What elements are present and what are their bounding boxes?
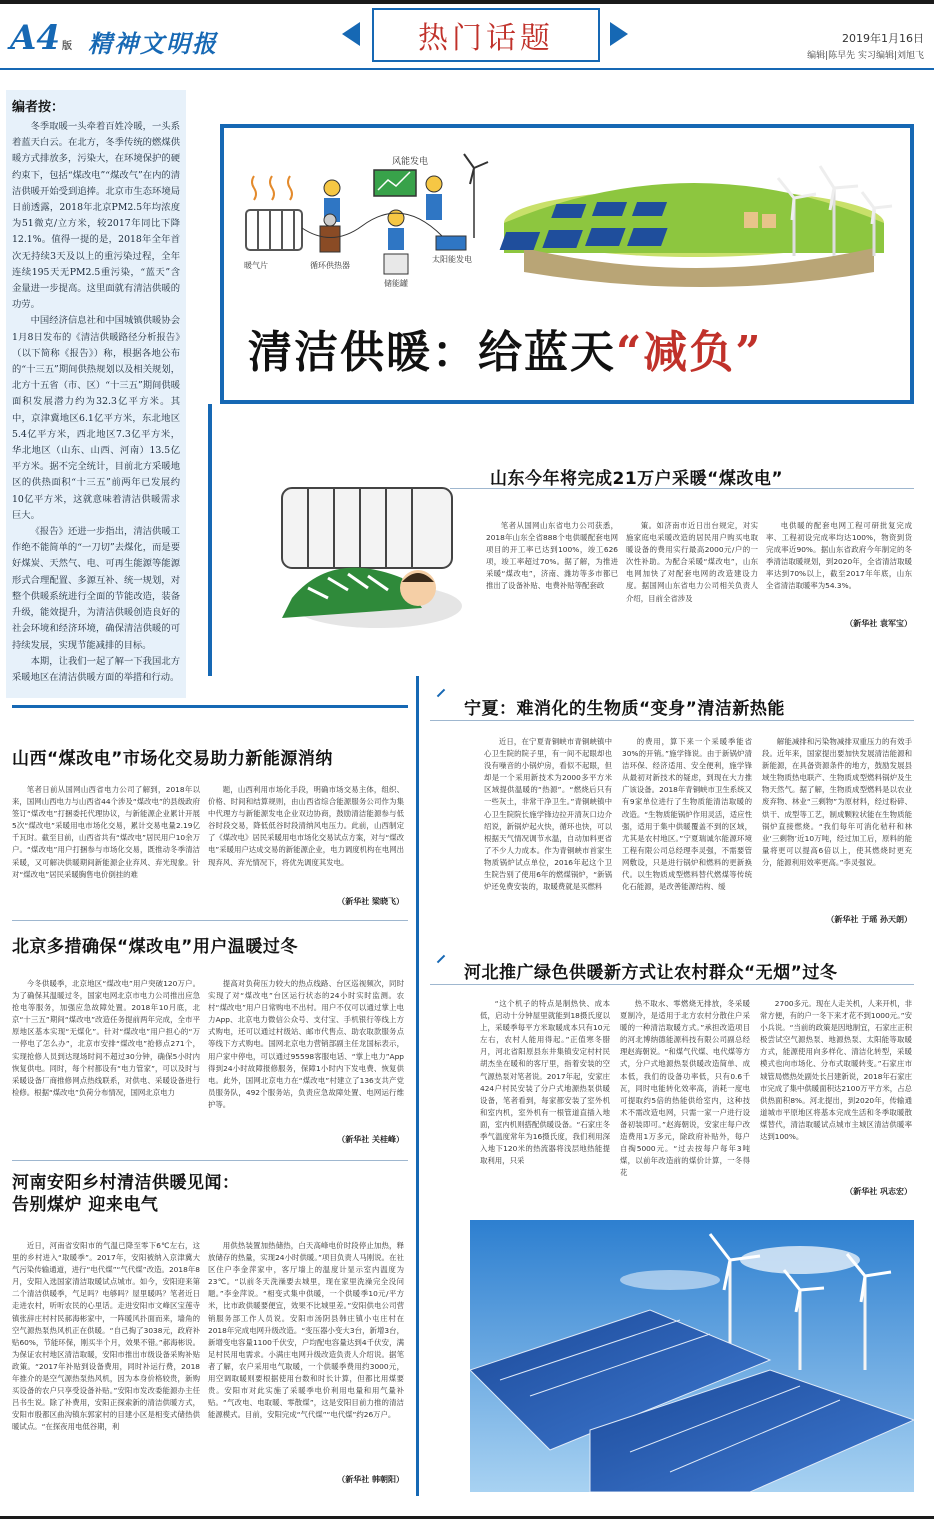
issue-date: 2019年1月16日 <box>842 32 924 45</box>
section-divider <box>12 705 408 708</box>
article-byline: （新华社 于瑶 孙天朗） <box>826 915 912 924</box>
editor-credits: 编辑|陈早先 实习编辑|刘旭飞 <box>807 51 924 61</box>
sleeping-person-icon <box>282 568 462 628</box>
article-byline: （新华社 关桂峰） <box>337 1135 404 1144</box>
headline-line: 告别煤炉 迎来电气 <box>12 1195 159 1215</box>
wind-turbine-icon <box>778 166 892 256</box>
article-body-column: 热不取水、零燃烧无排放，冬采暖夏制冷，是适用于北方农村分散住户采暖的一种清洁取暖方式。”承担改造项目的河北博纳德能源科技有限公司副总经理赵海朝说。“和煤气代煤、电代煤等方式，分户式地源热泵供暖改造简单、成本低，我们的设备功率低，只有0.6千瓦，同时电能转化效率高，消耗一度电可提取约5倍的热能供给室内，这种技术不需改造电网，只需一家一户进行设备初装即可。”赵海朝说，安家庄每户改造费用1万多元，除政府补贴外，每户自掏5000元。“过去按每户每年3吨煤，以前年改造前的煤价计算，一冬得花 <box>620 999 750 1178</box>
frame-rule <box>208 404 212 676</box>
article-byline: （新华社 梁晓飞） <box>337 897 404 906</box>
editors-note <box>6 90 186 698</box>
paper-name: 精神文明报 <box>88 29 218 58</box>
article-headline-hebei: 河北推广绿色供暖新方式让农村群众“无烟”过冬 <box>464 963 838 983</box>
article-body-column: 2700多元。现在人走关机，人来开机，非常方便，有的户一冬下来才花不到1000元。”安小兵说。“当前的政策是因地制宜，石家庄正积极尝试空气源热泵、地源热泵、太阳能等取暖方式，能源使用向多样化、清洁化转型，采暖模式也向市场化、分布式取暖转变。”石家庄市城管局燃热处副处长吕建新说，2018年石家庄市完成了集中供暖面积达2100万平方米，占总供热面积8%。河北提出，到2020年，传输通道城市平原地区将基本完成生活和冬季取暖散煤替代，清洁取暖试点城市主城区清洁供暖率达到100%。 <box>760 999 912 1142</box>
feature-title-main: 清洁供暖：给蓝天 <box>248 327 616 378</box>
article-body-column: 笔者日前从国网山西省电力公司了解到，2018年以来，国网山西电力与山西省44个涉及“煤改电”的县级政府签订“煤改电”打捆委托代理协议，与新能源企业累计开展5次“煤改电”采暖用电市场化交易，累计交易电量2.19亿千瓦时。截至目前，山西省共有“煤改电”居民用户10余万户。“煤改电”用户打捆参与市场化交易，既推动冬季清洁采暖，又可解决供暖期间新能源企业弃风、弃光现象。针对“煤改电”居民采暖胸售电价倒挂的难 <box>12 785 200 879</box>
page-suffix: 版 <box>62 41 73 52</box>
section-title: 热门话题 <box>372 8 600 62</box>
section-arrow-right-icon <box>610 22 628 46</box>
feature-title-highlight: “减负” <box>616 327 763 378</box>
article-headline-shanxi: 山西“煤改电”市场化交易助力新能源消纳 <box>12 749 333 769</box>
article-body-column: 策。如济南市近日出台规定，对实施家庭电采暖改造的居民用户购买电取暖设备的费用实行最高2000元/户的一次性补助。为配合采暖“煤改电”，山东电网加快了对配套电网的改造建设力度。据国网山东省电力公司相关负责人介绍，目前全省涉及 <box>626 521 758 603</box>
article-rule <box>430 984 914 985</box>
article-byline: （新华社 袁军宝） <box>845 619 912 628</box>
solar-farm-photo <box>470 1220 914 1492</box>
accent-rule <box>437 689 445 697</box>
article-headline-beijing: 北京多措确保“煤改电”用户温暖过冬 <box>12 937 298 957</box>
article-headline-henan <box>12 1172 240 1216</box>
article-body-column: 近日，河南省安阳市的气温已降至零下6℃左右，这里的乡村进入“取暖季”。2017年，安阳被纳入京津冀大气污染传输通道，进行“电代煤”“气代煤”改造。2018年8月，安阳入选国家清洁取暖试点城市。如今，安阳迎来第二个清洁供暖季，气足吗？电够吗？屋里暖吗？笔者近日走进农村，听听农民的心里话。走进安阳市文峰区宝莲寺镇张辞庄村村民郝海彬家中，一阵暖风扑面而来，墙角的空气源热泵热风机正在供暖。“自己掏了3038元，政府补贴60%，节能环保，刚买半个月，效果不错。”郝海彬说。为保证农村地区清洁取暖，安阳市推出市级设备采购补贴政策。“2017年补贴到设备费用，同时补运行费，2018年推介的是空气源热泵热风机，因为本身价格较贵，新购买设备的农户只享受设备补贴。”安阳市发改委能源办主任吕书生说。除了补费用，安阳正探索新的清洁供暖方式，安阳市殷都区曲沟镇东郭家村的目建小区是相变式储热供暖试点。“在探夜用电低谷期，利 <box>12 1241 200 1432</box>
article-rule <box>12 920 408 921</box>
page-bottom-rule <box>0 1516 934 1519</box>
illustration-label: 太阳能发电 <box>432 255 472 264</box>
editors-note-paragraph: 本期，让我们一起了解一下我国北方采暖地区在清洁供暖方面的举措和行动。 <box>12 655 180 683</box>
article-body-column: 题，山西利用市场化手段，明确市场交易主体，组织、价格、时间和结算规则，由山西省综合能源服务公司作为集中代理方与新能源发电企业双边协商，鼓励清洁能源参与低谷时段交易，降低低谷时段清纳风电压力。此前，山西制定了《煤改电》居民采暖用电市场化交易试点方案，对与“煤改电”采暖用户达成交易的新能源企业，电力调度机构在电网出现弃风、弃光情况下，将优先调度其发电。 <box>208 785 404 867</box>
column-divider <box>416 676 419 1496</box>
article-rule <box>430 720 914 721</box>
shandong-sleep-illustration <box>268 478 468 638</box>
headline-line: 河南安阳乡村清洁供暖见闻： <box>12 1173 240 1193</box>
article-body-column: 用供热装置加热储热，白天高峰电价时段停止加热，释放储存的热量，实现24小时供暖。”项目负责人马刚说。在社区住户李金萍家中，客厅墙上的温度计显示室内温度为23℃。“以前冬天洗澡要去城里，现在家里洗澡完全没问题。”李金萍说。“相变式集中供暖，一个供暖季10元/平方米，比市政供暖要便宜，效果不比城里差。”安阳供电公司营销服务部工作人员说。安阳市汤阴县韩庄镇小屯庄村在2018年完成电网升级改造。“变压器小变大3台，新增3台，新增变电容量1100千伏安，户均配电容量达到4千伏安，满足村民用电需求。小满庄电网升级改造负责人介绍说。据笔者了解，农户采用电气取暖，一个供暖季费用约3000元，用空调取暖则要根据使用台数和时长计算，但都比用煤要贵。安阳市对此实施了采暖季电价利用电量和用气量补贴。“气改电、电取暖、零散煤”，这是安阳目前力推的清洁能源模式。目前，安阳完成“气代煤”“电代煤”约26万户。 <box>208 1241 404 1420</box>
article-body-column: 笔者从国网山东省电力公司获悉，2018年山东全省888个电供暖配套电网项目的开工率已达到100%，竣工626项，竣工率超过70%。据了解，为推进采暖“煤改电”，济南、潍坊等多市都已推出了设备补贴、电费补贴等配套政 <box>486 521 618 591</box>
article-body-column: “这个机子的特点是制热快、成本低，启动十分钟屋里就能到18摄氏度以上，采暖季每平方米取暖成本只有10元左右，农村人能用得起。”正值寒冬腊月，河北省阳原县东井集镇安定村村民胡杰坐在暖和的客厅里，指着安装的空气源热泵对笔者说。2017年起，安家庄424户村民安装了分户式地源热泵供暖设备，笔者看到，每家都安装了室外机和室内机，室外机有一根管道直插入地面，室内机则搭配供暖设备。“石家庄冬季气温度常年为16摄氏度，我们利用深入地下120米的热流器将浅层地热能提取利用，只采 <box>480 999 610 1166</box>
article-rule <box>12 1160 408 1161</box>
feature-title <box>248 316 763 380</box>
article-byline: （新华社 韩朝阳） <box>337 1475 404 1484</box>
article-body-column: 近日，在宁夏青铜峡市青铜峡镇中心卫生院的院子里，有一间不起眼却也没有噪音的小锅炉房，看似不起眼，但却是一个采用新技术为2000多平方米区域提供温暖的“热源”。“燃烧后只有一些灰土，非常干净卫生。”青铜峡镇中心卫生院院长施学锋边拉开清灰口边介绍说，新锅炉起火快，循环也快，可以根据天气情况调节水温，自动加料更省了不少人力成本。作为青铜峡市首家生物质锅炉试点单位，2016年起这个卫生院告别了使用6年的燃煤锅炉，“新锅炉还免费安装的，取暖费就是买燃料 <box>484 737 612 892</box>
article-body-column: 电供暖的配套电网工程可研批复完成率、工程初设完成率均达100%，物资到货完成率近90%。据山东省政府今年制定的冬季清洁取暖规划，到2020年，全省清洁取暖率达到70%以上，截至2017年年底，山东全省清洁取暖率为54.3%。 <box>766 521 912 591</box>
radiator-icon <box>246 176 302 250</box>
article-body-column: 今冬供暖季，北京地区“煤改电”用户突破120万户。为了确保其温暖过冬，国家电网北京市电力公司推出应急抢电等服务，加强应急故障处置。2018年10月底，北京“十三五”期间“煤改电”改造任务提前两年完成，全市平原地区基本实现“无煤化”。针对“煤改电”用户担心的“万一停电了怎么办”，北京市安排“煤改电”抢修点271个，实现抢修人员到达现场时间不超过30分钟，确保5小时内恢复供电。同时，每个村都设有“电力管家”，可以及时与采暖设备厂商推修网点热线联系，对供电、采暖设备进行检修。根据“煤改电”负荷分布情况，国网北京电力 <box>12 979 200 1097</box>
illustration-label: 储能罐 <box>384 279 408 288</box>
page-number <box>10 18 72 58</box>
editors-note-paragraph: 冬季取暖一头牵着百姓冷暖，一头系着蓝天白云。在北方，冬季传统的燃煤供暖方式排放多，污染大，在环境保护的硬约束下，包括“煤改电”“煤改气”在内的清洁供暖开始受到追捧。北京市生态环境局日前透露，2018年北京PM2.5年均浓度为51微克/立方米，较2017年同比下降12.1%。值得一提的是，2018年全年首次无持续3天及以上的重污染过程，全年连续195天无PM2.5重污染，“蓝天”含金量进一步提高。这里面就有清洁供暖的功劳。 <box>12 121 180 311</box>
article-body-column: 解能减排和污染物减排双重压力的有效手段。近年来，国家提出要加快发展清洁能源和新能源，在具备资源条件的地方，鼓励发展县域生物质热电联产、生物质成型燃料锅炉及生物天然气。据了解，生物质成型燃料是以农业废弃物、林业“三剩物”为原材料，经过粉碎、烘干、成型等工艺，制成颗粒状能在生物质能锅炉直接燃烧。“我们每年可消化秸秆和林业‘三剩物’近10万吨，经过加工后，原料的能量将更可以提高6倍以上，使其燃烧时更充分，能源利用效率更高。”李灵强说。 <box>762 737 912 867</box>
illustration-label: 风能发电 <box>392 157 429 167</box>
article-headline-shandong: 山东今年将完成21万户采暖“煤改电” <box>490 469 784 489</box>
radiator-icon <box>282 488 452 568</box>
article-body-column: 提高对负荷压力较大的热点线路、台区巡视频次，同时实现了对“煤改电”台区运行状态的24小时实时监测。农村“煤改电”用户日常购电不出村。用户不仅可以通过掌上电力App、北京电力微信公众号、支付宝、手机银行等线上方式购电，还可以通过村级站、邮市代售点、助农取款服务点等线下方式购电。国网北京电力营销部副主任龙国标表示，用户家中停电，可以通过95598客服电话、“掌上电力”App得到24小时故障报修服务，保障1小时内下发电费、恢复供电。此外，国网北京电力在“煤改电”村建立了136支共产党员服务队，492个服务站，负责应急故障处置、电网运行维护等。 <box>208 979 404 1109</box>
article-byline: （新华社 巩志宏） <box>845 1187 912 1196</box>
masthead-top-rule <box>0 0 934 4</box>
masthead-rule <box>0 68 934 70</box>
article-headline-ningxia: 宁夏：难消化的生物质“变身”清洁新热能 <box>464 699 785 719</box>
section-arrow-left-icon <box>342 22 360 46</box>
page-number-text: A4 <box>10 18 61 58</box>
green-hill-illustration <box>500 183 884 287</box>
accent-rule <box>437 955 445 963</box>
editors-note-title: 编者按： <box>12 100 65 115</box>
editors-note-paragraph: 中国经济信息社和中国城镇供暖协会1月8日发布的《清洁供暖路径分析报告》（以下简称《报告》）称，根据各地公布的“十三五”期间供热规划以及相关规划，北方十五省（市、区）“十三五”期间供暖面积发展潜力约为32.3亿平方米。其中，京津冀地区6.1亿平方米，东北地区5.4亿平方米，西北地区7.3亿平方米，华北地区（山东、山西、河南）13.5亿平方米。据不完全统计，目前北方采暖地区的供热面积“十三五”前两年已发展约10亿平方米，这就意味着清洁供暖需求巨大。 <box>12 315 180 521</box>
illustration-label: 暖气片 <box>244 261 268 270</box>
editors-note-paragraph: 《报告》还进一步指出，清洁供暖工作绝不能简单的“一刀切”去煤化，而是要好煤炭、天然气、电、可再生能源等能源形式合理配置、多源互补、统一规划，对整个供暖系统进行全面的节能改造，装备升级，能效提升，为清洁供暖创造良好的社会环境和经济环境，确保清洁供暖的可持续发展，实现节能减排的目标。 <box>12 526 180 651</box>
illustration-label: 循环供热器 <box>310 261 350 270</box>
article-body-column: 的费用，算下来一个采暖季能省30%的开销。”施学锋说。由于新锅炉清洁环保、经济适用、安全便利，施学锋从最初对新技术的疑虑，到现在大力推广该设备。2018年青铜峡市卫生系统又有9家单位进行了生物质能清洁取暖的改造。“生物质能锅炉作用灵活，适应性强，适用于集中供暖覆盖不到的区域，尤其是农村地区。”宁夏瑞诚尔能源环境工程有限公司总经理李灵强，不需要管网敷设，只是进行锅炉和燃料的更新换代。以生物质成型燃料替代燃煤等传统化石能源，是改善能源结构、缓 <box>622 737 752 892</box>
